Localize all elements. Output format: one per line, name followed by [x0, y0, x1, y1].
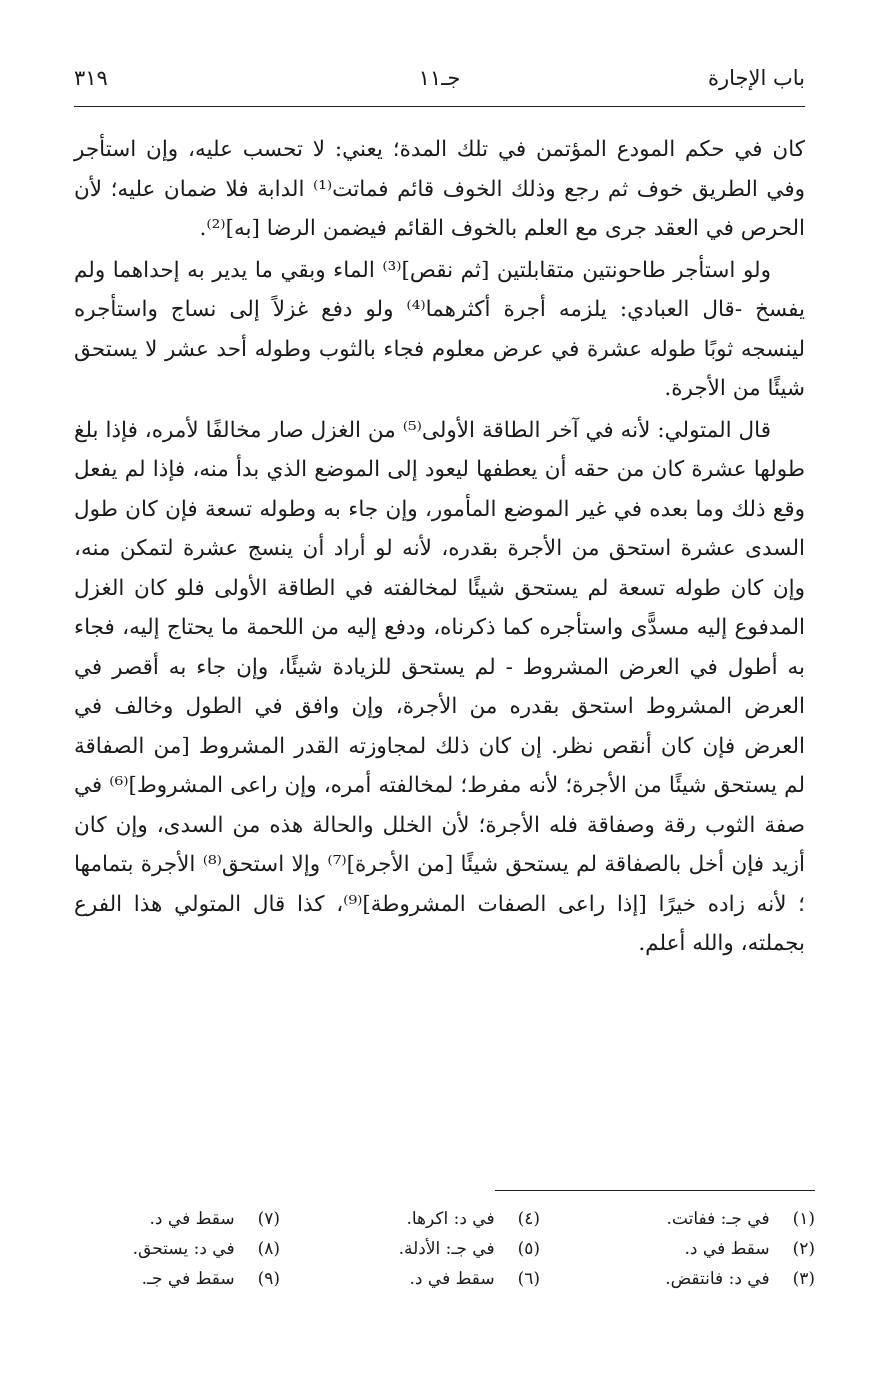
footnote-text: في جـ: الأدلة.	[398, 1239, 495, 1259]
footnote-text: في د: يستحق.	[132, 1239, 235, 1259]
paragraph: كان في حكم المودع المؤتمن في تلك المدة؛ يعني: لا تحسب عليه، وإن استأجر وفي الطريق خوف ثم رجع وذلك الخوف قائم فماتت⁽¹⁾ الدابة فلا ضمان عليه؛ لأن الحرص في العقد جرى مع العلم بالخوف القائم فيضمن الرضا [به]⁽²⁾.	[74, 137, 805, 241]
footnote-column	[290, 1204, 540, 1294]
footnote-number: (٦)	[517, 1269, 540, 1289]
footnote-text: في د: فانتقض.	[665, 1269, 770, 1289]
footnote-number: (٣)	[792, 1269, 815, 1289]
page-number: ٣١٩	[74, 66, 108, 90]
footnote-number: (٤)	[517, 1209, 540, 1229]
footnote-item	[565, 1234, 815, 1264]
footnote-item	[565, 1264, 815, 1294]
footnote-text: سقط في جـ.	[141, 1269, 235, 1289]
footnote-divider	[495, 1190, 815, 1191]
footnote-item	[565, 1204, 815, 1234]
header-divider	[74, 106, 805, 107]
footnote-number: (٥)	[517, 1239, 540, 1259]
volume-label: جـ١١	[418, 66, 461, 90]
footnote-text: سقط في د.	[149, 1209, 235, 1229]
footnote-column	[30, 1204, 280, 1294]
paragraph: ولو استأجر طاحونتين متقابلتين [ثم نقص]⁽³⁾ الماء وبقي ما يدير به إحداهما ولم يفسخ -قال العبادي: يلزمه أجرة أكثرهما⁽⁴⁾ ولو دفع غزلاً إلى نساج واستأجره لينسجه ثوبًا طوله عشرة في عرض معلوم فجاء بالثوب وطوله أحد عشر لا يستحق شيئًا من الأجرة.	[74, 257, 805, 401]
footnote-item	[30, 1204, 280, 1234]
footnote-item	[30, 1234, 280, 1264]
footnote-number: (٧)	[257, 1209, 280, 1229]
footnote-item	[290, 1264, 540, 1294]
main-text	[74, 130, 805, 966]
footnote-item	[290, 1234, 540, 1264]
footnote-text: سقط في د.	[409, 1269, 495, 1289]
footnote-column	[565, 1204, 815, 1294]
chapter-title: باب الإجارة	[707, 66, 805, 90]
footnote-text: سقط في د.	[684, 1239, 770, 1259]
footnote-item	[30, 1264, 280, 1294]
page-header	[74, 60, 805, 100]
footnote-item	[290, 1204, 540, 1234]
footnote-number: (٨)	[257, 1239, 280, 1259]
footnote-text: في د: اكرها.	[406, 1209, 495, 1229]
footnote-number: (٩)	[257, 1269, 280, 1289]
footnote-number: (١)	[792, 1209, 815, 1229]
footnote-number: (٢)	[792, 1239, 815, 1259]
footnote-text: في جـ: ففاتت.	[666, 1209, 770, 1229]
paragraph: قال المتولي: لأنه في آخر الطاقة الأولى⁽⁵⁾ من الغزل صار مخالفًا لأمره، فإذا بلغ طولها عشرة كان من حقه أن يعطفها ليعود إلى الموضع الذي بدأ منه، فإذا لم يفعل وقع ذلك وما بعده في غير الموضع المأمور، وإن جاء به وطوله تسعة فإن كان طول السدى عشرة استحق من الأجرة بقدره، لأنه لو أراد أن ينسج عشرة لتمكن منه، وإن كان طوله تسعة لم يستحق شيئًا لمخالفته في الطاقة الأولى فلو كان الغزل المدفوع إليه مسدًّى واستأجره كما ذكرناه، ودفع إليه من اللحمة ما يحتاج إليه، فجاء به أطول في العرض المشروط - لم يستحق للزيادة شيئًا، وإن جاء به أقصر في العرض المشروط استحق بقدره من الأجرة، وإن وافق في الطول وخالف في العرض فإن كان أنقص نظر. إن كان ذلك لمجاوزته القدر المشروط [من الصفاقة لم يستحق شيئًا من الأجرة؛ لأنه مفرط؛ لمخالفته أمره، وإن راعى المشروط]⁽⁶⁾ في صفة الثوب رقة وصفاقة فله الأجرة؛ لأن الخلل والحالة هذه من السدى، وإن كان أزيد فإن أخل بالصفاقة لم يستحق شيئًا [من الأجرة]⁽⁷⁾ وإلا استحق⁽⁸⁾ الأجرة بتمامها ؛ لأنه زاده خيرًا [إذا راعى الصفات المشروطة]⁽⁹⁾، كذا قال المتولي هذا الفرع بجملته، والله أعلم.	[74, 417, 805, 956]
